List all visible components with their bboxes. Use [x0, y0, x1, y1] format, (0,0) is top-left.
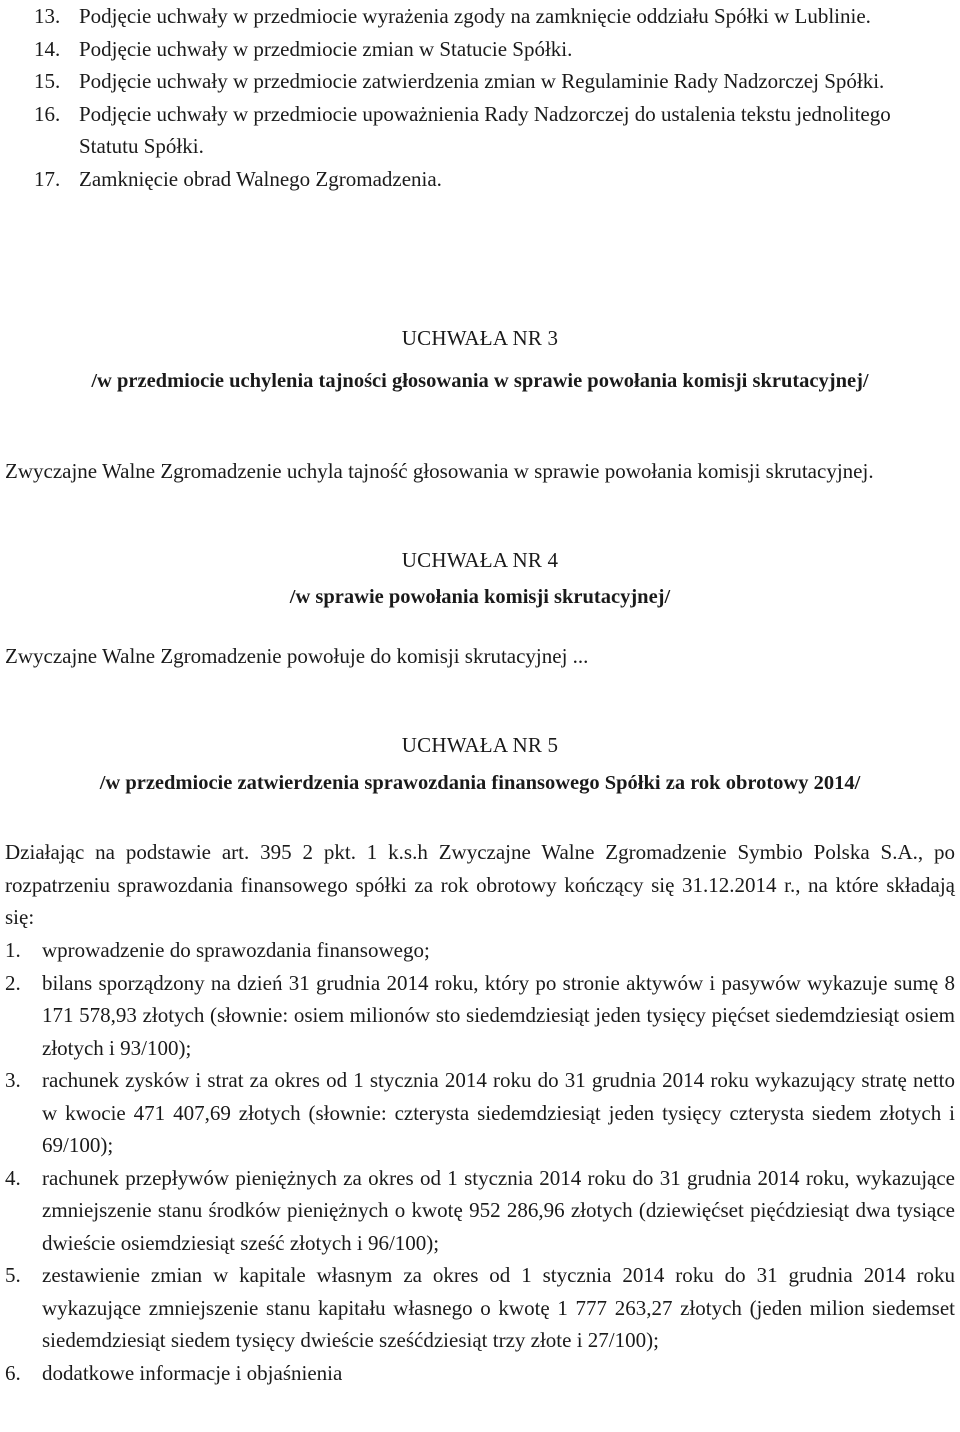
agenda-item-text: Podjęcie uchwały w przedmiocie zatwierdzenia zmian w Regulaminie Rady Nadzorczej Spółki. [79, 69, 885, 93]
agenda-item-text: Podjęcie uchwały w przedmiocie wyrażenia zgody na zamknięcie oddziału Spółki w Lublinie. [79, 4, 871, 28]
resolution-4-body: Zwyczajne Walne Zgromadzenie powołuje do komisji skrutacyjnej ... [5, 644, 589, 668]
agenda-item [34, 98, 944, 163]
resolution-4-title: UCHWAŁA NR 4 [401, 548, 559, 572]
list-item-text: wprowadzenie do sprawozdania finansowego; [42, 938, 430, 962]
list-item-number: 6. [5, 1360, 21, 1385]
list-item-text: rachunek przepływów pieniężnych za okres od 1 stycznia 2014 roku do 31 grudnia 2014 roku, wykazujące zmniejszenie stanu środków pieniężnych o kwotę 952 286,96 złotych (dziewięćset pięćdziesiąt dwa tysiące dwieście osiemdziesiąt sześć złotych i 96/100); [42, 1165, 955, 1255]
agenda-item [34, 33, 944, 66]
agenda-list [34, 0, 944, 195]
list-item-text: bilans sporządzony na dzień 31 grudnia 2014 roku, który po stronie aktywów i pasywów wykazuje sumę 8 171 578,93 złotych (słownie: osiem milionów sto siedemdziesiąt jeden tysięcy pięćset siedemdziesiąt osiem złotych i 93/100); [42, 970, 955, 1060]
agenda-item-text: Zamknięcie obrad Walnego Zgromadzenia. [79, 166, 442, 191]
resolution-3-subtitle: /w przedmiocie uchylenia tajności głosowania w sprawie powołania komisji skrutacyjnej/ [91, 370, 869, 392]
list-item [5, 1259, 955, 1357]
list-item [5, 1357, 955, 1390]
agenda-item-number: 16. [34, 101, 61, 126]
list-item-number: 2. [5, 970, 21, 995]
list-item-text: rachunek zysków i strat za okres od 1 stycznia 2014 roku do 31 grudnia 2014 roku wykazujący stratę netto w kwocie 471 407,69 złotych (słownie: czterysta siedemdziesiąt jeden tysięcy czterysta siedem złotych i 69/100); [42, 1068, 955, 1157]
list-item-number: 3. [5, 1068, 21, 1092]
resolution-5-subtitle: /w przedmiocie zatwierdzenia sprawozdania finansowego Spółki za rok obrotowy 2014/ [99, 772, 861, 794]
agenda-item [34, 163, 944, 196]
financial-statement-list [5, 934, 955, 1389]
list-item-number: 1. [5, 938, 21, 962]
list-item [5, 967, 955, 1065]
resolution-3-title: UCHWAŁA NR 3 [401, 326, 559, 350]
agenda-item-text: Podjęcie uchwały w przedmiocie upoważnienia Rady Nadzorczej do ustalenia tekstu jednolitego Statutu Spółki. [79, 101, 891, 158]
list-item [5, 1064, 955, 1162]
agenda-item-text: Podjęcie uchwały w przedmiocie zmian w Statucie Spółki. [79, 36, 573, 61]
resolution-3-body: Zwyczajne Walne Zgromadzenie uchyla tajność głosowania w sprawie powołania komisji skrutacyjnej. [5, 459, 874, 483]
list-item [5, 934, 955, 967]
agenda-item-number: 14. [34, 36, 61, 61]
resolution-4-subtitle: /w sprawie powołania komisji skrutacyjnej/ [289, 586, 671, 608]
agenda-item-number: 13. [34, 4, 61, 28]
agenda-item-number: 15. [34, 69, 61, 93]
list-item-number: 5. [5, 1263, 21, 1287]
agenda-item [34, 0, 944, 33]
list-item [5, 1162, 955, 1260]
list-item-number: 4. [5, 1165, 21, 1190]
list-item-text: zestawienie zmian w kapitale własnym za okres od 1 stycznia 2014 roku do 31 grudnia 2014 roku wykazujące zmniejszenie stanu kapitału własnego o kwotę 1 777 263,27 złotych (jeden milion siedemset siedemdziesiąt siedem tysięcy dwieście sześćdziesiąt trzy złote i 27/100); [42, 1263, 955, 1352]
list-item-text: dodatkowe informacje i objaśnienia [42, 1360, 343, 1385]
resolution-5-title: UCHWAŁA NR 5 [401, 733, 559, 757]
resolution-5-intro: Działając na podstawie art. 395 2 pkt. 1 k.s.h Zwyczajne Walne Zgromadzenie Symbio Polska S.A., po rozpatrzeniu sprawozdania finansowego spółki za rok obrotowy kończący się 31.12.2014 r., na które składają się: [5, 840, 955, 929]
agenda-item [34, 65, 944, 98]
agenda-item-number: 17. [34, 166, 61, 191]
